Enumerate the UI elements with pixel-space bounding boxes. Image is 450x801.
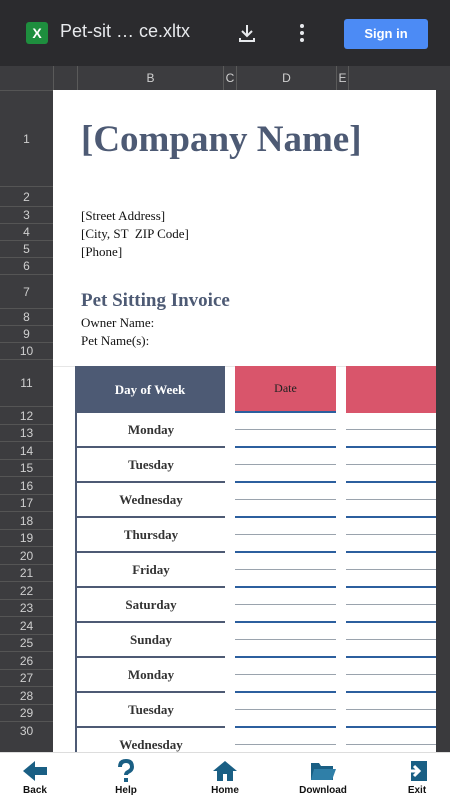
sign-in-button[interactable]: Sign in (344, 19, 428, 49)
row-header-5[interactable]: 5 (0, 240, 53, 257)
row-header-14[interactable]: 14 (0, 441, 53, 459)
extra-header[interactable] (346, 366, 436, 413)
file-name: Pet-sit … ce.xltx (60, 21, 191, 41)
download-nav-button[interactable] (288, 755, 358, 799)
row-header-bar (0, 90, 53, 752)
row-header-10[interactable]: 10 (0, 342, 53, 359)
back-button[interactable] (0, 755, 70, 799)
day-cell[interactable]: Tuesday (75, 693, 225, 728)
day-cell[interactable]: Wednesday (75, 728, 225, 752)
entry-line-mid[interactable] (346, 499, 436, 500)
entry-line-mid[interactable] (346, 534, 436, 535)
row-header-28[interactable]: 28 (0, 686, 53, 704)
column-header-f[interactable] (348, 66, 450, 90)
row-header-9[interactable]: 9 (0, 325, 53, 342)
row-header-12[interactable]: 12 (0, 406, 53, 424)
row-header-19[interactable]: 19 (0, 529, 53, 546)
row-header-16[interactable]: 16 (0, 476, 53, 494)
invoice-page[interactable] (53, 90, 436, 752)
spreadsheet-view[interactable] (0, 66, 450, 752)
folder-icon (309, 759, 337, 783)
column-header-a[interactable] (53, 66, 77, 90)
home-label: Home (211, 785, 239, 796)
entry-line-mid[interactable] (346, 604, 436, 605)
column-header-b[interactable]: B (77, 66, 223, 90)
date-entry-line-mid[interactable] (235, 709, 336, 710)
row-header-15[interactable]: 15 (0, 459, 53, 476)
excel-file-icon: X (26, 22, 48, 44)
day-cell[interactable]: Monday (75, 658, 225, 693)
back-arrow-icon (21, 759, 49, 783)
date-header[interactable]: Date (235, 366, 336, 413)
row-header-17[interactable]: 17 (0, 494, 53, 511)
exit-icon (403, 759, 431, 783)
download-icon[interactable] (236, 22, 258, 44)
row-header-24[interactable]: 24 (0, 616, 53, 634)
help-icon (114, 759, 138, 783)
company-name[interactable]: [Company Name] (81, 119, 362, 160)
date-entry-line[interactable] (235, 656, 336, 658)
date-entry-line[interactable] (235, 516, 336, 518)
day-cell[interactable]: Sunday (75, 623, 225, 658)
row-header-23[interactable]: 23 (0, 599, 53, 616)
entry-line[interactable] (346, 726, 436, 728)
row-header-20[interactable]: 20 (0, 546, 53, 564)
date-entry-line[interactable] (235, 551, 336, 553)
day-cell[interactable]: Wednesday (75, 483, 225, 518)
entry-line-mid[interactable] (346, 639, 436, 640)
date-entry-line-mid[interactable] (235, 639, 336, 640)
help-label: Help (115, 785, 137, 796)
date-entry-line[interactable] (235, 481, 336, 483)
download-label: Download (299, 785, 347, 796)
day-cell[interactable]: Monday (75, 413, 225, 448)
entry-line-mid[interactable] (346, 709, 436, 710)
entry-line-mid[interactable] (346, 569, 436, 570)
entry-line[interactable] (346, 446, 436, 448)
date-entry-line-mid[interactable] (235, 604, 336, 605)
date-entry-line[interactable] (235, 691, 336, 693)
row-header-1[interactable]: 1 (0, 90, 53, 186)
entry-line-mid[interactable] (346, 744, 436, 745)
app-bar (0, 0, 450, 66)
date-entry-line[interactable] (235, 446, 336, 448)
row-header-13[interactable]: 13 (0, 424, 53, 441)
date-entry-line[interactable] (235, 621, 336, 623)
date-entry-line[interactable] (235, 726, 336, 728)
row-header-3[interactable]: 3 (0, 206, 53, 223)
column-header-c[interactable]: C (223, 66, 236, 90)
row-header-25[interactable]: 25 (0, 634, 53, 651)
row-header-2[interactable]: 2 (0, 186, 53, 206)
row-header-11[interactable]: 11 (0, 359, 53, 406)
exit-label: Exit (407, 785, 427, 796)
city-state-zip[interactable]: [City, ST ZIP Code] (81, 226, 189, 241)
home-button[interactable] (190, 755, 260, 799)
row-header-27[interactable]: 27 (0, 669, 53, 686)
help-button[interactable] (91, 755, 161, 799)
more-options-icon[interactable] (294, 22, 310, 44)
pet-names-label[interactable]: Pet Name(s): (81, 333, 150, 348)
date-entry-line-mid[interactable] (235, 569, 336, 570)
entry-line-mid[interactable] (346, 429, 436, 430)
row-header-29[interactable]: 29 (0, 704, 53, 721)
row-header-21[interactable]: 21 (0, 564, 53, 581)
day-cell[interactable]: Thursday (75, 518, 225, 553)
row-header-26[interactable]: 26 (0, 651, 53, 669)
date-entry-line-mid[interactable] (235, 499, 336, 500)
entry-line[interactable] (346, 691, 436, 693)
column-header-e[interactable]: E (336, 66, 348, 90)
row-header-22[interactable]: 22 (0, 581, 53, 599)
day-of-week-header[interactable]: Day of Week (75, 366, 225, 413)
date-entry-line-mid[interactable] (235, 429, 336, 430)
entry-line[interactable] (346, 586, 436, 588)
street-address[interactable]: [Street Address] (81, 208, 166, 223)
entry-line[interactable] (346, 621, 436, 623)
row-header-7[interactable]: 7 (0, 274, 53, 308)
date-entry-line[interactable] (235, 586, 336, 588)
entry-line[interactable] (346, 481, 436, 483)
back-label: Back (23, 785, 47, 796)
column-header-bar (0, 66, 450, 91)
date-entry-line-mid[interactable] (235, 534, 336, 535)
date-entry-line-mid[interactable] (235, 744, 336, 745)
exit-button[interactable] (382, 755, 450, 799)
entry-line[interactable] (346, 516, 436, 518)
entry-line[interactable] (346, 656, 436, 658)
column-header-d[interactable]: D (236, 66, 336, 90)
date-entry-line-mid[interactable] (235, 464, 336, 465)
entry-line-mid[interactable] (346, 464, 436, 465)
row-header-30[interactable]: 30 (0, 721, 53, 739)
day-cell[interactable]: Friday (75, 553, 225, 588)
row-header-18[interactable]: 18 (0, 511, 53, 529)
home-icon (211, 759, 239, 783)
entry-line[interactable] (346, 551, 436, 553)
owner-name-label[interactable]: Owner Name: (81, 315, 155, 330)
date-entry-line-mid[interactable] (235, 674, 336, 675)
invoice-title[interactable]: Pet Sitting Invoice (81, 290, 230, 311)
sheet-background (436, 90, 450, 366)
bottom-navigation (0, 752, 450, 801)
day-cell[interactable]: Saturday (75, 588, 225, 623)
day-cell[interactable]: Tuesday (75, 448, 225, 483)
phone[interactable]: [Phone] (81, 244, 123, 259)
row-header-6[interactable]: 6 (0, 257, 53, 274)
row-header-4[interactable]: 4 (0, 223, 53, 240)
entry-line-mid[interactable] (346, 674, 436, 675)
row-header-8[interactable]: 8 (0, 308, 53, 325)
